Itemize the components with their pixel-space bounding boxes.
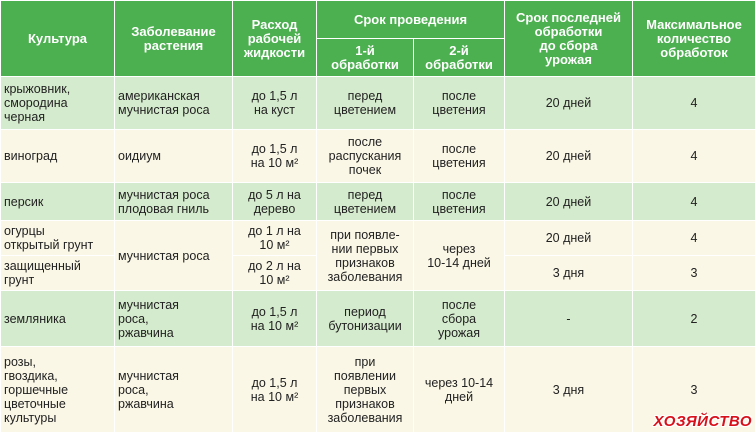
- cell-disease: американская мучнистая роса: [115, 77, 233, 130]
- header-last-treatment: Срок последней обработки до сбора урожая: [505, 1, 633, 77]
- header-second-treatment: 2-й обработки: [414, 39, 505, 77]
- cell-crop: защищенный грунт: [1, 256, 115, 291]
- cell-max-count: 4: [633, 221, 755, 256]
- cell-consumption: до 1,5 л на куст: [233, 77, 317, 130]
- cell-consumption: до 1,5 л на 10 м²: [233, 291, 317, 347]
- cell-consumption: до 5 л на дерево: [233, 183, 317, 221]
- cell-first-treatment: после распускания почек: [317, 130, 414, 183]
- cell-consumption: до 1,5 л на 10 м²: [233, 347, 317, 433]
- header-max-count: Максимальное количество обработок: [633, 1, 755, 77]
- cell-disease: мучнистая роса, ржавчина: [115, 291, 233, 347]
- cell-crop: розы, гвоздика, горшечные цветочные культуры: [1, 347, 115, 433]
- table-row: [1, 183, 755, 221]
- cell-second-treatment: после цветения: [414, 130, 505, 183]
- cell-max-count: 4: [633, 77, 755, 130]
- cell-crop: персик: [1, 183, 115, 221]
- cell-second-treatment: после сбора урожая: [414, 291, 505, 347]
- cell-first-treatment: при появле- нии первых признаков заболевания: [317, 221, 414, 291]
- cell-max-count: 4: [633, 130, 755, 183]
- table-row: [1, 291, 755, 347]
- cell-last-treatment: 20 дней: [505, 130, 633, 183]
- header-crop: Культура: [1, 1, 115, 77]
- cell-crop: крыжовник, смородина черная: [1, 77, 115, 130]
- cell-second-treatment: через 10-14 дней: [414, 347, 505, 433]
- header-consumption: Расход рабочей жидкости: [233, 1, 317, 77]
- cell-last-treatment: 20 дней: [505, 221, 633, 256]
- cell-disease: мучнистая роса: [115, 221, 233, 291]
- cell-crop: земляника: [1, 291, 115, 347]
- cell-disease: мучнистая роса плодовая гниль: [115, 183, 233, 221]
- cell-max-count: 3: [633, 256, 755, 291]
- header-timing: Срок проведения: [317, 1, 505, 39]
- cell-crop: виноград: [1, 130, 115, 183]
- cell-first-treatment: перед цветением: [317, 77, 414, 130]
- cell-last-treatment: 3 дня: [505, 347, 633, 433]
- table-row: [1, 77, 755, 130]
- cell-max-count: 4: [633, 183, 755, 221]
- cell-max-count: 3: [633, 347, 755, 433]
- table-row: [1, 347, 755, 433]
- cell-last-treatment: 20 дней: [505, 77, 633, 130]
- cell-disease: оидиум: [115, 130, 233, 183]
- header-disease: Заболевание растения: [115, 1, 233, 77]
- cell-first-treatment: период бутонизации: [317, 291, 414, 347]
- cell-second-treatment: через 10-14 дней: [414, 221, 505, 291]
- cell-first-treatment: перед цветением: [317, 183, 414, 221]
- cell-disease: мучнистая роса, ржавчина: [115, 347, 233, 433]
- cell-first-treatment: при появлении первых признаков заболевания: [317, 347, 414, 433]
- watermark-logo: ХОЗЯЙСТВО: [653, 413, 752, 430]
- cell-second-treatment: после цветения: [414, 77, 505, 130]
- cell-last-treatment: 3 дня: [505, 256, 633, 291]
- cell-crop: огурцы открытый грунт: [1, 221, 115, 256]
- cell-consumption: до 1 л на 10 м²: [233, 221, 317, 256]
- cell-last-treatment: -: [505, 291, 633, 347]
- cell-last-treatment: 20 дней: [505, 183, 633, 221]
- cell-consumption: до 1,5 л на 10 м²: [233, 130, 317, 183]
- cell-consumption: до 2 л на 10 м²: [233, 256, 317, 291]
- table-row: [1, 221, 755, 256]
- cell-second-treatment: после цветения: [414, 183, 505, 221]
- table-row: [1, 130, 755, 183]
- cell-max-count: 2: [633, 291, 755, 347]
- header-first-treatment: 1-й обработки: [317, 39, 414, 77]
